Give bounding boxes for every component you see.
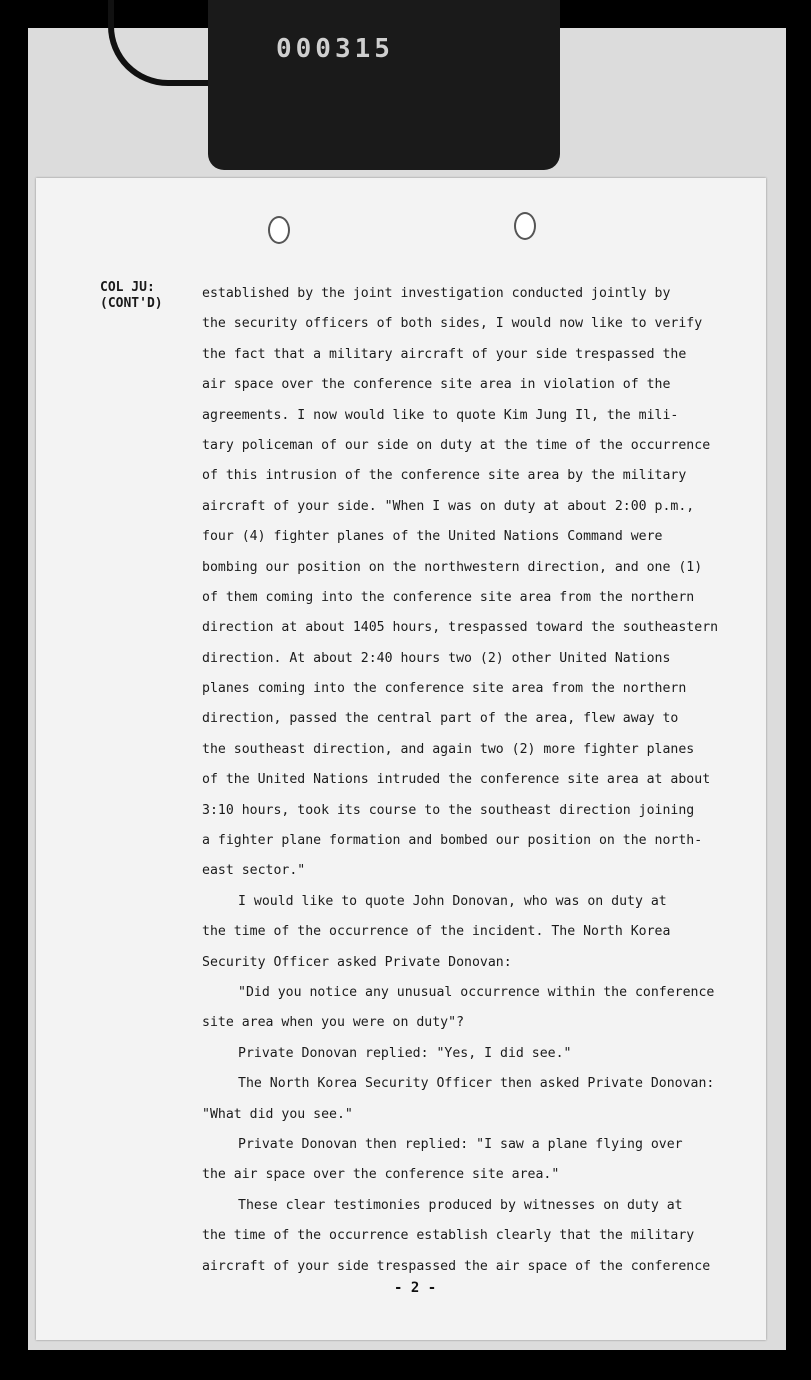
text-line: I would like to quote John Donovan, who was on duty at bbox=[238, 893, 667, 909]
text-line: These clear testimonies produced by witnesses on duty at bbox=[238, 1197, 683, 1213]
frame-counter bbox=[208, 0, 560, 170]
text-line: east sector." bbox=[202, 863, 306, 879]
text-line: the time of the occurrence of the incident. The North Korea bbox=[202, 924, 671, 940]
text-line: four (4) fighter planes of the United Nations Command were bbox=[202, 529, 663, 545]
text-line: the security officers of both sides, I would now like to verify bbox=[202, 316, 703, 332]
page-number: - 2 - bbox=[394, 1280, 437, 1296]
counter-digits: 000315 bbox=[276, 34, 394, 64]
text-line: 3:10 hours, took its course to the southeast direction joining bbox=[202, 802, 695, 818]
text-line: "Did you notice any unusual occurrence within the conference bbox=[238, 984, 715, 1000]
text-line: The North Korea Security Officer then asked Private Donovan: bbox=[238, 1076, 715, 1092]
text-line: established by the joint investigation conducted jointly by bbox=[202, 286, 671, 301]
text-line: aircraft of your side trespassed the air space of the conference bbox=[202, 1258, 711, 1274]
text-line: direction, passed the central part of the area, flew away to bbox=[202, 711, 679, 727]
text-line: of this intrusion of the conference site area by the military bbox=[202, 468, 687, 484]
text-line: the fact that a military aircraft of your side trespassed the bbox=[202, 346, 687, 362]
text-line: site area when you were on duty"? bbox=[202, 1015, 465, 1031]
speaker-name: COL JU: bbox=[100, 280, 155, 295]
document-body bbox=[202, 279, 732, 1282]
text-line: aircraft of your side. "When I was on duty at about 2:00 p.m., bbox=[202, 498, 695, 514]
punch-hole-right bbox=[514, 212, 536, 240]
text-line: direction at about 1405 hours, trespassed toward the southeastern bbox=[202, 620, 719, 636]
speaker-label bbox=[100, 280, 163, 312]
text-line: agreements. I now would like to quote Kim Jung Il, the mili- bbox=[202, 407, 679, 423]
text-line: the time of the occurrence establish clearly that the military bbox=[202, 1228, 695, 1244]
text-line: the southeast direction, and again two (2) more fighter planes bbox=[202, 741, 695, 757]
text-line: bombing our position on the northwestern direction, and one (1) bbox=[202, 559, 703, 575]
text-line: a fighter plane formation and bombed our position on the north- bbox=[202, 833, 703, 849]
text-line: the air space over the conference site area." bbox=[202, 1167, 560, 1183]
text-line: of them coming into the conference site area from the northern bbox=[202, 589, 695, 605]
document-page bbox=[36, 178, 766, 1340]
punch-hole-left bbox=[268, 216, 290, 244]
text-line: Private Donovan then replied: "I saw a plane flying over bbox=[238, 1136, 683, 1152]
speaker-continued: (CONT'D) bbox=[100, 296, 163, 311]
text-line: "What did you see." bbox=[202, 1106, 353, 1122]
text-line: planes coming into the conference site area from the northern bbox=[202, 681, 687, 697]
text-line: air space over the conference site area in violation of the bbox=[202, 377, 671, 393]
text-line: of the United Nations intruded the conference site area at about bbox=[202, 772, 711, 788]
text-line: Security Officer asked Private Donovan: bbox=[202, 954, 512, 970]
text-line: Private Donovan replied: "Yes, I did see." bbox=[238, 1045, 572, 1061]
text-line: direction. At about 2:40 hours two (2) other United Nations bbox=[202, 650, 671, 666]
text-line: tary policeman of our side on duty at the time of the occurrence bbox=[202, 437, 711, 453]
